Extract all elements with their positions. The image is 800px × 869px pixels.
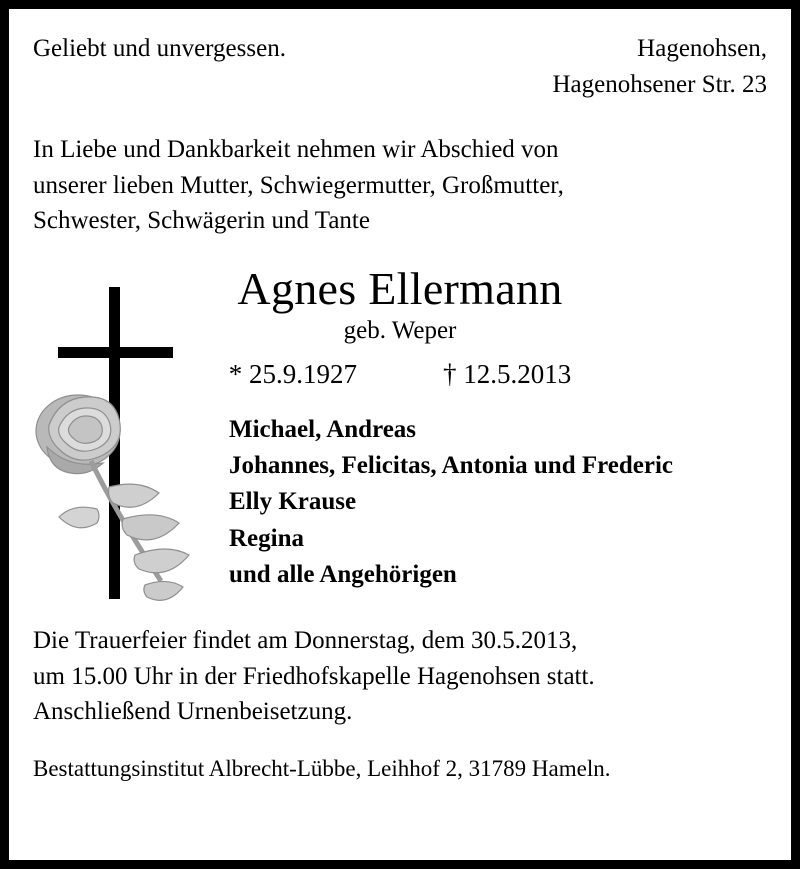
survivor-line: und alle Angehörigen	[229, 560, 457, 588]
funeral-home-credit: Bestattungsinstitut Albrecht-Lübbe, Leihhof 2, 31789 Hameln.	[33, 755, 611, 781]
survivor-line: Elly Krause	[229, 488, 357, 516]
memorial-phrase: Geliebt und unvergessen.	[33, 35, 286, 62]
service-line-2: um 15.00 Uhr in der Friedhofskapelle Hagenohsen statt.	[33, 662, 595, 690]
birth-date: * 25.9.1927	[228, 358, 357, 389]
location-line-1: Hagenohsen,	[637, 35, 767, 62]
intro-line-3: Schwester, Schwägerin und Tante	[33, 207, 370, 234]
deceased-block	[33, 262, 767, 390]
intro-line-2: unserer lieben Mutter, Schwiegermutter, Großmutter,	[33, 171, 564, 199]
survivor-line: Johannes, Felicitas, Antonia und Frederic	[229, 452, 674, 480]
death-date: † 12.5.2013	[443, 358, 572, 389]
location-line-2: Hagenohsener Str. 23	[552, 70, 767, 98]
header-row	[33, 31, 767, 102]
service-details	[33, 623, 767, 730]
location-block	[552, 31, 767, 102]
survivors-list	[229, 412, 767, 593]
maiden-name: geb. Weper	[343, 316, 457, 344]
rose-icon	[31, 369, 209, 629]
life-dates	[33, 359, 767, 390]
introduction-text	[33, 132, 767, 239]
survivor-line: Michael, Andreas	[229, 415, 417, 443]
service-line-1: Die Trauerfeier findet am Donnerstag, dem 30.5.2013,	[33, 627, 578, 655]
deceased-name: Agnes Ellermann	[237, 262, 563, 314]
intro-line-1: In Liebe und Dankbarkeit nehmen wir Abschied von	[33, 136, 559, 163]
survivor-line: Regina	[229, 524, 304, 552]
service-line-3: Anschließend Urnenbeisetzung.	[33, 698, 353, 726]
